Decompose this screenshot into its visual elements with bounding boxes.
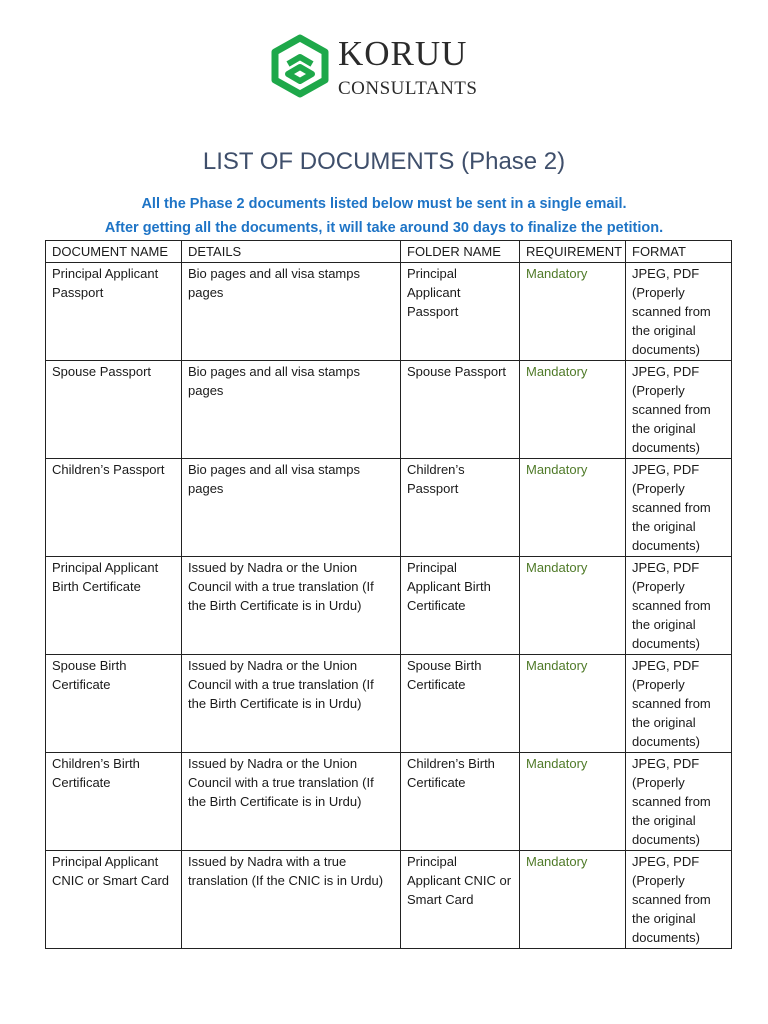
details-cell: Issued by Nadra or the Union Council with a true translation (If the Birth Certificate is in Urdu) <box>182 753 401 851</box>
document-name-cell: Principal Applicant CNIC or Smart Card <box>46 851 182 949</box>
format-cell: JPEG, PDF (Properly scanned from the original documents) <box>626 263 732 361</box>
details-cell: Issued by Nadra with a true translation (If the CNIC is in Urdu) <box>182 851 401 949</box>
folder-name-cell: Principal Applicant Birth Certificate <box>401 557 520 655</box>
requirement-cell: Mandatory <box>520 851 626 949</box>
table-header-row <box>46 241 732 263</box>
folder-name-cell: Principal Applicant CNIC or Smart Card <box>401 851 520 949</box>
format-cell: JPEG, PDF (Properly scanned from the original documents) <box>626 753 732 851</box>
instruction-note-timeline: After getting all the documents, it will take around 30 days to finalize the petition. <box>104 220 664 236</box>
document-name-cell: Principal Applicant Birth Certificate <box>46 557 182 655</box>
table-row <box>46 361 732 459</box>
format-cell: JPEG, PDF (Properly scanned from the original documents) <box>626 557 732 655</box>
format-cell: JPEG, PDF (Properly scanned from the original documents) <box>626 459 732 557</box>
document-name-cell: Spouse Passport <box>46 361 182 459</box>
table-row <box>46 557 732 655</box>
table-row <box>46 753 732 851</box>
folder-name-cell: Spouse Birth Certificate <box>401 655 520 753</box>
folder-name-cell: Children’s Birth Certificate <box>401 753 520 851</box>
documents-table <box>45 240 732 949</box>
format-cell: JPEG, PDF (Properly scanned from the original documents) <box>626 361 732 459</box>
document-name-cell: Spouse Birth Certificate <box>46 655 182 753</box>
table-row <box>46 459 732 557</box>
logo-subtitle: CONSULTANTS <box>338 78 478 99</box>
column-header-folder-name: FOLDER NAME <box>401 241 520 263</box>
folder-name-cell: Principal Applicant Passport <box>401 263 520 361</box>
column-header-format: FORMAT <box>626 241 732 263</box>
details-cell: Bio pages and all visa stamps pages <box>182 459 401 557</box>
koruu-logo-icon <box>270 34 330 100</box>
requirement-cell: Mandatory <box>520 459 626 557</box>
instruction-note-email: All the Phase 2 documents listed below must be sent in a single email. <box>141 196 627 212</box>
folder-name-cell: Spouse Passport <box>401 361 520 459</box>
details-cell: Bio pages and all visa stamps pages <box>182 361 401 459</box>
logo-name: KORUU <box>338 34 468 73</box>
table-row <box>46 263 732 361</box>
page-title: LIST OF DOCUMENTS (Phase 2) <box>202 148 566 175</box>
format-cell: JPEG, PDF (Properly scanned from the original documents) <box>626 655 732 753</box>
details-cell: Bio pages and all visa stamps pages <box>182 263 401 361</box>
requirement-cell: Mandatory <box>520 263 626 361</box>
details-cell: Issued by Nadra or the Union Council with a true translation (If the Birth Certificate is in Urdu) <box>182 557 401 655</box>
format-cell: JPEG, PDF (Properly scanned from the original documents) <box>626 851 732 949</box>
folder-name-cell: Children’s Passport <box>401 459 520 557</box>
document-name-cell: Children’s Passport <box>46 459 182 557</box>
requirement-cell: Mandatory <box>520 361 626 459</box>
table-row <box>46 655 732 753</box>
column-header-document-name: DOCUMENT NAME <box>46 241 182 263</box>
company-logo <box>270 34 510 104</box>
requirement-cell: Mandatory <box>520 655 626 753</box>
column-header-requirement: REQUIREMENT <box>520 241 626 263</box>
document-name-cell: Children’s Birth Certificate <box>46 753 182 851</box>
document-name-cell: Principal Applicant Passport <box>46 263 182 361</box>
requirement-cell: Mandatory <box>520 753 626 851</box>
table-row <box>46 851 732 949</box>
requirement-cell: Mandatory <box>520 557 626 655</box>
column-header-details: DETAILS <box>182 241 401 263</box>
details-cell: Issued by Nadra or the Union Council with a true translation (If the Birth Certificate is in Urdu) <box>182 655 401 753</box>
